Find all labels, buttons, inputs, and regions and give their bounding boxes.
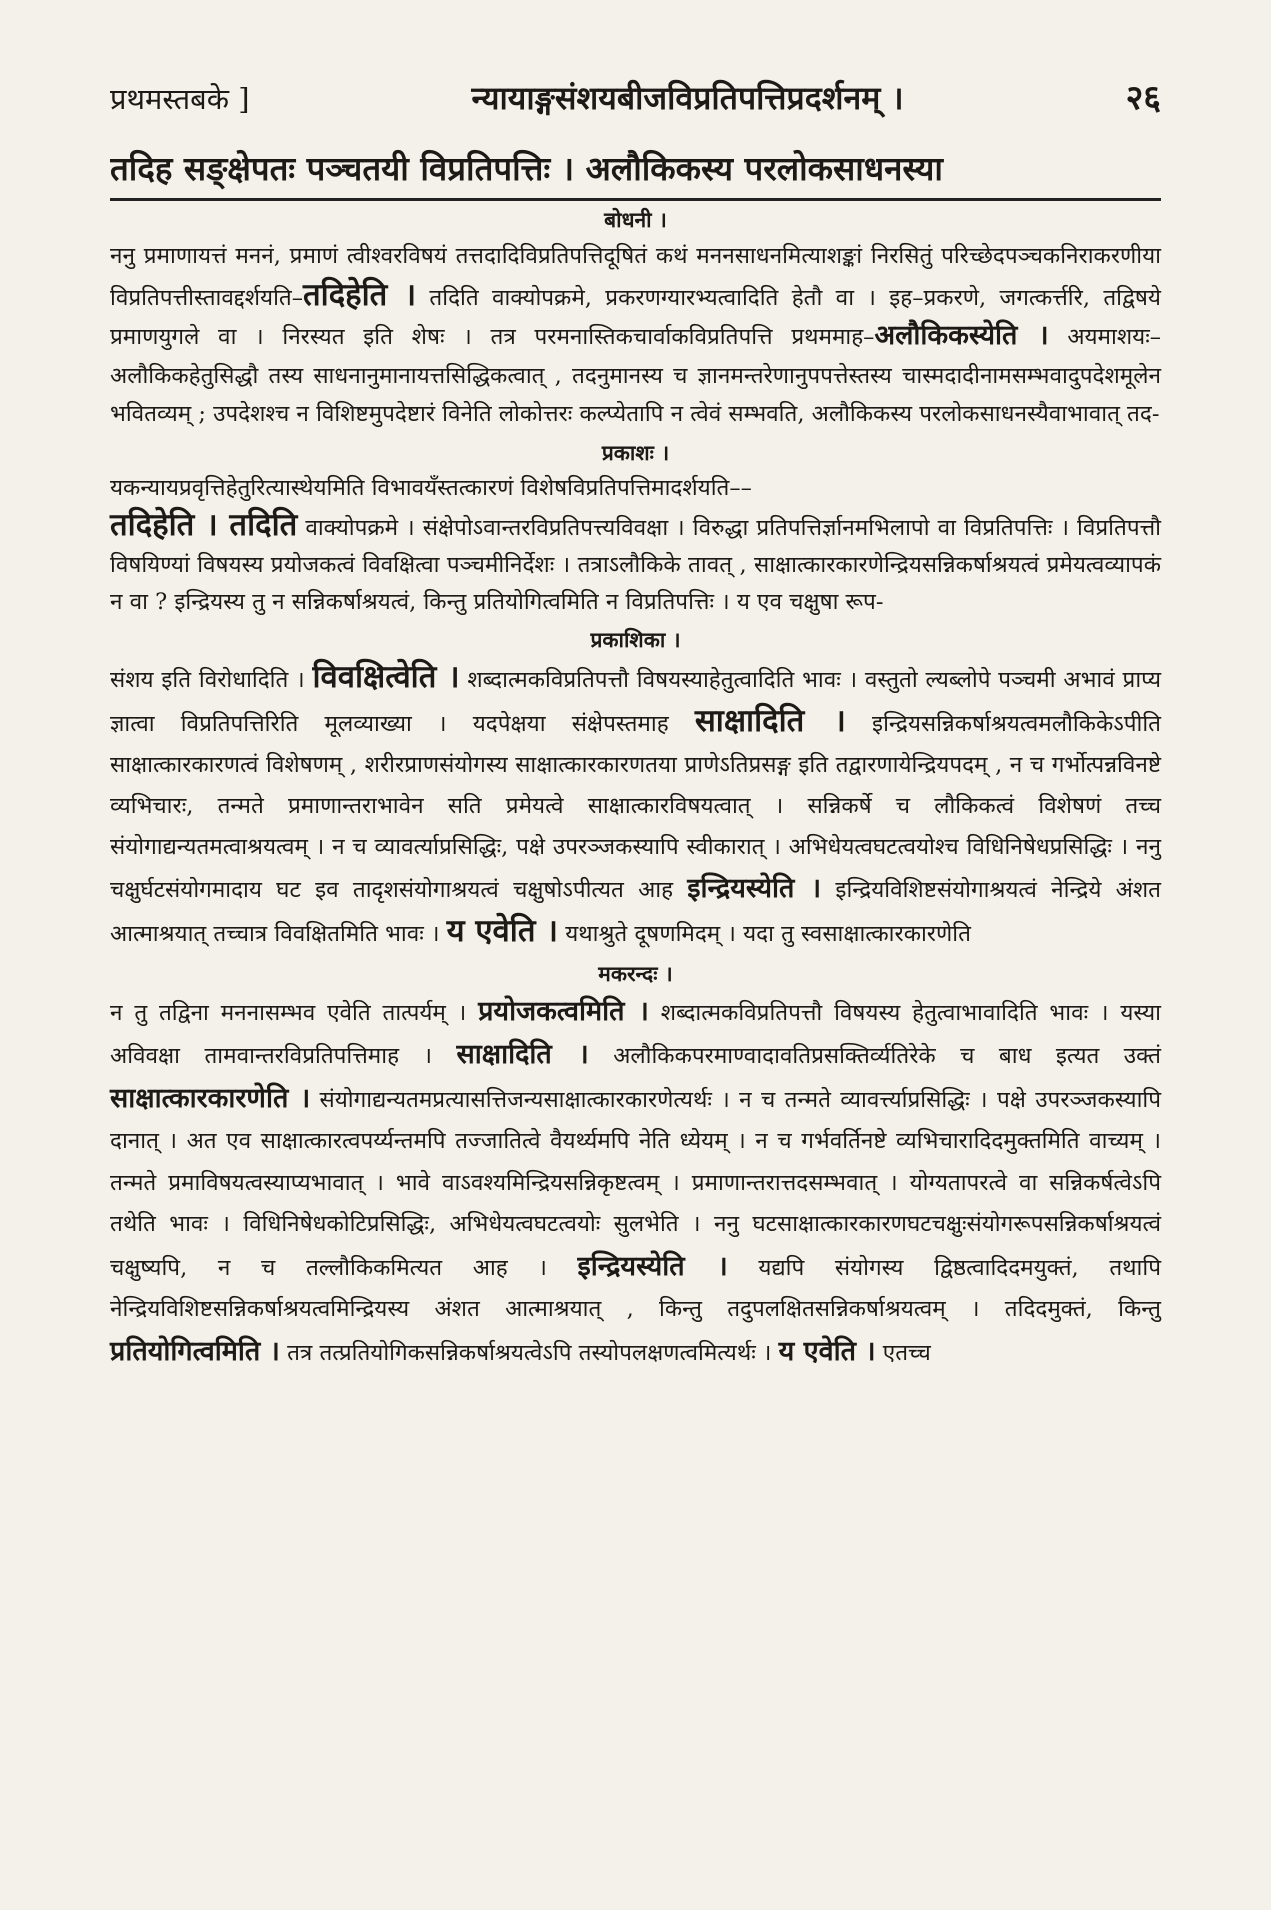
prakasha-paragraph [110, 470, 1161, 621]
lemma: तदिहेति । [303, 276, 417, 313]
lemma: प्रयोजकत्वमिति । [478, 995, 649, 1027]
makaranda-paragraph [110, 991, 1161, 1375]
lemma: विवक्षित्वेति । [312, 658, 460, 695]
text-run: न तु तद्विना मननासम्भव एवेति तात्पर्यम् । [110, 999, 479, 1026]
prakashika-paragraph [110, 657, 1161, 955]
text-run: अलौकिकपरमाण्वादावतिप्रसक्तिर्व्यतिरेके च बाध इत्यत उक्तं [588, 1043, 1161, 1069]
text-run: संयोगाद्यन्यतमप्रत्यासत्तिजन्यसाक्षात्कारकारणेत्यर्थः । न च तन्मते व्यावर्त्त्याप्रसिद्धिः । पक्षे उपरञ्जकस्यापि दानात् । अत एव साक्षात्कारत्वपर्य्यन्तमपि तज्जातित्वे वैयर्थ्यमपि नेति ध्येयम् । न च गर्भवर्तिनष्टे व्यभिचारादिदमुक्तमिति वाच्यम् । तन्मते प्रमाविषयत्वस्याप्यभावात् । भावे वाऽवश्यमिन्द्रियसन्निकृष्टत्वम् । प्रमाणान्तरात्तदसम्भवात् । योग्यतापरत्वे वा सन्निकर्षत्वेऽपि तथेति भावः । विधिनिषेधकोटिप्रसिद्धिः, अभिधेयत्वघटत्वयोः सुलभेति । ननु घटसाक्षात्कारकारणघटचक्षुःसंयोगरूपसन्निकर्षाश्रयत्वं चक्षुष्यपि, न च तल्लौकिकमित्यत आह । [110, 1086, 1162, 1281]
mula-text: तदिह सङ्क्षेपतः पञ्चतयी विप्रतिपत्तिः । अलौकिकस्य परलोकसाधनस्या [110, 146, 1161, 201]
chapter-marker: प्रथमस्तबके ] [110, 82, 250, 116]
text-run: शब्दात्मकविप्रतिपत्तौ विषयस्य हेतुत्वाभावादिति भावः । यस्या अविवक्षा तामवान्तरविप्रतिपत्तिमाह । [110, 999, 1162, 1069]
text-run: यकन्यायप्रवृत्तिहेतुरित्यास्थेयमिति विभावयँस्तत्कारणं विशेषविप्रतिपत्तिमादर्शयति–– [110, 474, 752, 501]
lemma: य एवेति । [446, 912, 559, 949]
prakashika-heading: प्रकाशिका । [590, 626, 681, 652]
text-run: अयमाशयः–अलौकिकहेतुसिद्धौ तस्य साधनानुमानायत्तसिद्धिकत्वात् , तदनुमानस्य च ज्ञानमन्तरेणानुपपत्तेस्तस्य चास्मदादीनामसम्भवादुपदेशमूलेन भवितव्यम् ; उपदेशश्च न विशिष्टमुपदेष्टारं विनेति लोकोत्तरः कल्प्येतापि न त्वेवं सम्भवति, अलौकिकस्य परलोकसाधनस्यैवाभावात् तद- [110, 324, 1161, 427]
text-run: संशय इति विरोधादिति । [110, 666, 313, 693]
bodhani-heading: बोधनी । [604, 207, 667, 232]
lemma: य एवेति । [778, 1335, 876, 1367]
text-run: इन्द्रियसन्निकर्षाश्रयत्वमलौकिकेऽपीति साक्षात्कारकारणत्वं विशेषणम् , शरीरप्राणसंयोगस्य साक्षात्कारकारणतया प्राणेऽतिप्रसङ्ग इति तद्वारणायेन्द्रियपदम् , न च गर्भोत्पन्नविनष्टे व्यभिचारः, तन्मते प्रमाणान्तराभावेन सति प्रमेयत्वे साक्षात्कारविषयत्वात् । सन्निकर्षे च लौकिकत्वं विशेषणं तच्च संयोगाद्यन्यतमत्वाश्रयत्वम् । न च व्यावर्त्याप्रसिद्धिः, पक्षे उपरञ्जकस्यापि स्वीकारात् । अभिधेयत्वघटत्वयोश्च विधिनिषेधप्रसिद्धिः । ननु चक्षुर्घटसंयोगमादाय घट इव तादृशसंयोगाश्रयत्वं चक्षुषोऽपीत्यत आह [110, 710, 1161, 903]
prakasha-heading: प्रकाशः । [601, 439, 670, 465]
text-run: वाक्योपक्रमे । संक्षेपोऽवान्तरविप्रतिपत्त्यविवक्षा । विरुद्धा प्रतिपत्तिर्ज्ञानमभिलापो वा विप्रतिपत्तिः । विप्रतिपत्तौ विषयिण्यां विषयस्य प्रयोजकत्वं विवक्षित्वा पञ्चमीनिर्देशः । तत्राऽलौकिके तावत् , साक्षात्कारकारणेन्द्रियसन्निकर्षाश्रयत्वं प्रमेयत्वव्यापकं न वा ? इन्द्रियस्य तु न सन्निकर्षाश्रयत्वं, किन्तु प्रतियोगित्वमिति न विप्रतिपत्तिः । य एव चक्षुषा रूप- [110, 514, 1161, 615]
makaranda-heading: मकरन्दः । [598, 960, 673, 986]
text-run: तदिति वाक्योपक्रमे, प्रकरणग्यारभ्यत्वादिति हेतौ वा । इह–प्रकरणे, जगत्कर्त्तरि, तद्विषये प्रमाणयुगले वा । निरस्यत इति शेषः । तत्र परमनास्तिकचार्वाकविप्रतिपत्ति प्रथममाह– [110, 284, 1161, 350]
bodhani-paragraph [110, 237, 1161, 434]
lemma: साक्षादिति । [694, 702, 846, 739]
text-run: ननु प्रमाणायत्तं मननं, प्रमाणं त्वीश्वरविषयं तत्तदादिविप्रतिपत्तिदूषितं कथं मननसाधनमित्याशङ्कां निरसितुं परिच्छेदपञ्चकनिराकरणीया विप्रतिपत्तीस्तावद्दर्शयति– [110, 243, 1161, 311]
lemma: साक्षात्कारकारणेति । [110, 1082, 311, 1114]
text-run: एतच्च [875, 1339, 931, 1366]
text-run: शब्दात्मकविप्रतिपत्तौ विषयस्याहेतुत्वादिति भावः । वस्तुतो ल्यब्लोपे पञ्चमी अभावं प्राप्य ज्ञात्वा विप्रतिपत्तिरिति मूलव्याख्या । यदपेक्षया संक्षेपस्तमाह [110, 666, 1161, 737]
text-run: इन्द्रियविशिष्टसंयोगाश्रयत्वं नेन्द्रिये अंशत आत्माश्रयात् तच्चात्र विवक्षितमिति भावः । [110, 876, 1161, 947]
lemma: इन्द्रियस्येति । [577, 1250, 728, 1282]
lemma: अलौकिकस्येति । [874, 320, 1049, 351]
page-number: २६ [1125, 78, 1161, 118]
text-run: तत्र तत्प्रतियोगिकसन्निकर्षाश्रयत्वेऽपि तस्योपलक्षणत्वमित्यर्थः । [279, 1339, 779, 1366]
lemma: इन्द्रियस्येति । [687, 872, 822, 904]
text-run: यथाश्रुते दूषणमिदम् । यदा तु स्वसाक्षात्कारकारणेति [558, 920, 971, 947]
running-title: न्यायाङ्गसंशयबीजविप्रतिपत्तिप्रदर्शनम् । [471, 79, 904, 117]
lemma: प्रतियोगित्वमिति । [110, 1335, 280, 1367]
running-header [110, 78, 1161, 124]
lemma: साक्षादिति । [456, 1039, 589, 1070]
lemma: तदिहेति । तदिति [110, 506, 298, 543]
text-run: यद्यपि संयोगस्य द्विष्ठत्वादिदमयुक्तं, तथापि नेन्द्रियविशिष्टसन्निकर्षाश्रयत्वमिन्द्रियस्य अंशत आत्माश्रयात् , किन्तु तदुपलक्षितसन्निकर्षाश्रयत्वम् । तदिदमुक्तं, किन्तु [110, 1254, 1161, 1322]
